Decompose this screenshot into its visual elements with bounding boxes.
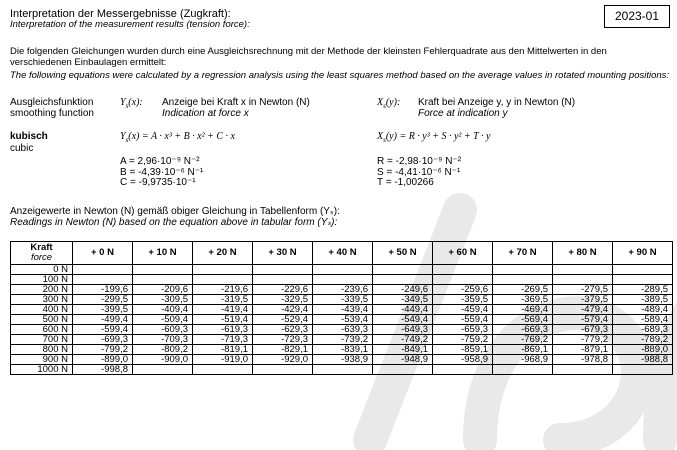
table-row: [11, 325, 673, 335]
table-cell: -489,4: [613, 305, 673, 315]
column-header: + 70 N: [493, 242, 553, 265]
coefficient-b: B = -4,39·10⁻⁶ N⁻¹: [120, 166, 204, 178]
table-cell: -649,3: [373, 325, 433, 335]
table-cell: -709,3: [133, 335, 193, 345]
table-caption-en: Readings in Newton (N) based on the equation above in tabular form (Yₛ):: [10, 217, 338, 228]
table-cell: -499,4: [73, 315, 133, 325]
readings-table: [10, 241, 673, 375]
coefficient-a: A = 2,96·10⁻⁹ N⁻²: [120, 156, 200, 167]
row-header: 400 N: [11, 305, 73, 315]
table-cell: -779,2: [553, 335, 613, 345]
table-cell: -689,3: [613, 325, 673, 335]
legend-function-de: Ausgleichsfunktion: [10, 97, 94, 108]
table-cell: [193, 365, 253, 375]
table-cell: -199,6: [73, 285, 133, 295]
table-cell: -259,6: [433, 285, 493, 295]
table-row: [11, 285, 673, 295]
table-cell: -509,4: [133, 315, 193, 325]
table-cell: -679,3: [553, 325, 613, 335]
table-cell: -699,3: [73, 335, 133, 345]
table-cell: [553, 265, 613, 275]
page-subtitle: Interpretation of the measurement results (tension force):: [10, 19, 250, 30]
table-cell: [433, 365, 493, 375]
row-header: 700 N: [11, 335, 73, 345]
table-header-row: [11, 242, 673, 265]
table-cell: [373, 365, 433, 375]
column-header: + 60 N: [433, 242, 493, 265]
table-cell: [253, 265, 313, 275]
table-cell: [313, 275, 373, 285]
table-cell: -549,4: [373, 315, 433, 325]
coefficient-s: S = -4,41·10⁻⁶ N⁻¹: [377, 166, 461, 178]
table-cell: -579,4: [553, 315, 613, 325]
coefficients-left: [120, 157, 203, 189]
table-row: [11, 345, 673, 355]
row-header: 800 N: [11, 345, 73, 355]
coefficient-t: T = -1,00266: [377, 177, 434, 188]
column-header: + 90 N: [613, 242, 673, 265]
table-cell: -319,5: [193, 295, 253, 305]
row-header: 100 N: [11, 275, 73, 285]
table-cell: [133, 275, 193, 285]
table-cell: -799,2: [73, 345, 133, 355]
table-caption-de: Anzeigewerte in Newton (N) gemäß obiger Gleichung in Tabellenform (Yₛ):: [10, 206, 340, 217]
table-cell: -269,5: [493, 285, 553, 295]
table-cell: [253, 365, 313, 375]
table-cell: -239,6: [313, 285, 373, 295]
table-cell: -889,0: [613, 345, 673, 355]
table-cell: -869,1: [493, 345, 553, 355]
intro-text-de: Die folgenden Gleichungen wurden durch eine Ausgleichsrechnung mit der Methode der kleinsten Fehlerquadrate aus den Mittelwerten in den verschiedenen Einbaulagen ermittelt:: [10, 46, 607, 68]
table-cell: -819,1: [193, 345, 253, 355]
equation-ys: $Y_s(x) = A \cdot x^3 + B \cdot x^2 + C \cdot x$: [120, 131, 235, 144]
table-cell: -729,3: [253, 335, 313, 345]
table-cell: -559,4: [433, 315, 493, 325]
row-header: 600 N: [11, 325, 73, 335]
table-cell: -968,9: [493, 355, 553, 365]
table-cell: -619,3: [193, 325, 253, 335]
table-cell: -449,4: [373, 305, 433, 315]
table-cell: -539,4: [313, 315, 373, 325]
table-cell: [373, 265, 433, 275]
table-row: [11, 315, 673, 325]
table-cell: [433, 265, 493, 275]
table-cell: -909,0: [133, 355, 193, 365]
table-cell: -429,4: [253, 305, 313, 315]
table-cell: -599,4: [73, 325, 133, 335]
document-number: 2023-01: [604, 5, 670, 28]
table-cell: [613, 365, 673, 375]
table-cell: [613, 275, 673, 285]
table-cell: -719,3: [193, 335, 253, 345]
table-cell: [613, 265, 673, 275]
table-cell: -629,3: [253, 325, 313, 335]
table-cell: -879,1: [553, 345, 613, 355]
table-cell: -839,1: [313, 345, 373, 355]
table-row: [11, 355, 673, 365]
table-cell: [493, 365, 553, 375]
column-header: + 10 N: [133, 242, 193, 265]
table-cell: -249,6: [373, 285, 433, 295]
table-cell: -529,4: [253, 315, 313, 325]
table-cell: -379,5: [553, 295, 613, 305]
table-cell: [493, 265, 553, 275]
column-header: + 30 N: [253, 242, 313, 265]
table-cell: [193, 275, 253, 285]
table-cell: -439,4: [313, 305, 373, 315]
xs-description-en: Force at indication y: [418, 108, 508, 119]
table-cell: -749,2: [373, 335, 433, 345]
column-header: + 20 N: [193, 242, 253, 265]
column-header: + 0 N: [73, 242, 133, 265]
coefficient-r: R = -2,98·10⁻⁹ N⁻²: [377, 156, 462, 167]
table-cell: -229,6: [253, 285, 313, 295]
table-cell: -589,4: [613, 315, 673, 325]
table-cell: -279,5: [553, 285, 613, 295]
row-header: 1000 N: [11, 365, 73, 375]
table-row: [11, 305, 673, 315]
table-cell: -849,1: [373, 345, 433, 355]
ys-description-de: Anzeige bei Kraft x in Newton (N): [162, 97, 310, 108]
table-cell: -809,2: [133, 345, 193, 355]
table-cell: [193, 265, 253, 275]
table-cell: -469,4: [493, 305, 553, 315]
table-cell: -988,8: [613, 355, 673, 365]
table-cell: [313, 365, 373, 375]
table-cell: [313, 265, 373, 275]
table-row: [11, 335, 673, 345]
column-header: + 40 N: [313, 242, 373, 265]
table-cell: [433, 275, 493, 285]
table-cell: -389,5: [613, 295, 673, 305]
ys-description-en: Indication at force x: [162, 108, 249, 119]
table-cell: -289,5: [613, 285, 673, 295]
table-cell: -219,6: [193, 285, 253, 295]
table-cell: [553, 365, 613, 375]
table-cell: -829,1: [253, 345, 313, 355]
column-header: + 50 N: [373, 242, 433, 265]
table-cell: [373, 275, 433, 285]
table-cell: -349,5: [373, 295, 433, 305]
table-cell: -609,3: [133, 325, 193, 335]
table-cell: [133, 265, 193, 275]
table-cell: -919,0: [193, 355, 253, 365]
table-cell: -209,6: [133, 285, 193, 295]
table-cell: -899,0: [73, 355, 133, 365]
coefficient-c: C = -9,9735·10⁻¹: [120, 177, 196, 188]
table-cell: -929,0: [253, 355, 313, 365]
table-cell: -359,5: [433, 295, 493, 305]
table-cell: -299,5: [73, 295, 133, 305]
table-corner-cell: [11, 242, 73, 265]
table-row: [11, 365, 673, 375]
table-cell: -399,5: [73, 305, 133, 315]
table-cell: -409,4: [133, 305, 193, 315]
table-cell: -309,5: [133, 295, 193, 305]
table-cell: -419,4: [193, 305, 253, 315]
table-cell: -759,2: [433, 335, 493, 345]
table-cell: -329,5: [253, 295, 313, 305]
page-title: Interpretation der Messergebnisse (Zugkraft):: [10, 8, 231, 20]
table-cell: -639,3: [313, 325, 373, 335]
fit-type-en: cubic: [10, 143, 34, 154]
column-header: + 80 N: [553, 242, 613, 265]
table-cell: [253, 275, 313, 285]
table-cell: -948,9: [373, 355, 433, 365]
table-cell: -859,1: [433, 345, 493, 355]
intro-text-en: The following equations were calculated by a regression analysis using the least squares method based on the average values in rotated mounting positions:: [10, 70, 670, 81]
table-cell: -479,4: [553, 305, 613, 315]
legend-function-en: smoothing function: [10, 108, 94, 119]
table-cell: -369,5: [493, 295, 553, 305]
fit-type-de: kubisch: [10, 131, 48, 142]
table-row: [11, 275, 673, 285]
corner-label-de: Kraft: [30, 242, 53, 253]
equation-xs: $X_s(y) = R \cdot y^3 + S \cdot y^2 + T \cdot y$: [377, 131, 491, 144]
xs-symbol: $X_s(y)$:: [377, 97, 401, 110]
ys-symbol: $Y_s(x)$:: [120, 97, 143, 110]
row-header: 500 N: [11, 315, 73, 325]
coefficients-right: [377, 157, 461, 189]
row-header: 300 N: [11, 295, 73, 305]
table-cell: [73, 265, 133, 275]
corner-label-en: force: [30, 252, 53, 263]
table-cell: -938,9: [313, 355, 373, 365]
row-header: 900 N: [11, 355, 73, 365]
row-header: 200 N: [11, 285, 73, 295]
table-cell: -998,8: [73, 365, 133, 375]
table-cell: -459,4: [433, 305, 493, 315]
table-row: [11, 295, 673, 305]
table-cell: -739,2: [313, 335, 373, 345]
row-header: 0 N: [11, 265, 73, 275]
table-cell: -519,4: [193, 315, 253, 325]
table-cell: [133, 365, 193, 375]
table-cell: [553, 275, 613, 285]
table-cell: -769,2: [493, 335, 553, 345]
table-cell: [493, 275, 553, 285]
table-row: [11, 265, 673, 275]
table-cell: -669,3: [493, 325, 553, 335]
table-cell: -569,4: [493, 315, 553, 325]
table-cell: -789,2: [613, 335, 673, 345]
table-cell: -958,9: [433, 355, 493, 365]
table-cell: [73, 275, 133, 285]
xs-description-de: Kraft bei Anzeige y, y in Newton (N): [418, 97, 576, 108]
table-cell: -978,8: [553, 355, 613, 365]
table-cell: -339,5: [313, 295, 373, 305]
table-cell: -659,3: [433, 325, 493, 335]
